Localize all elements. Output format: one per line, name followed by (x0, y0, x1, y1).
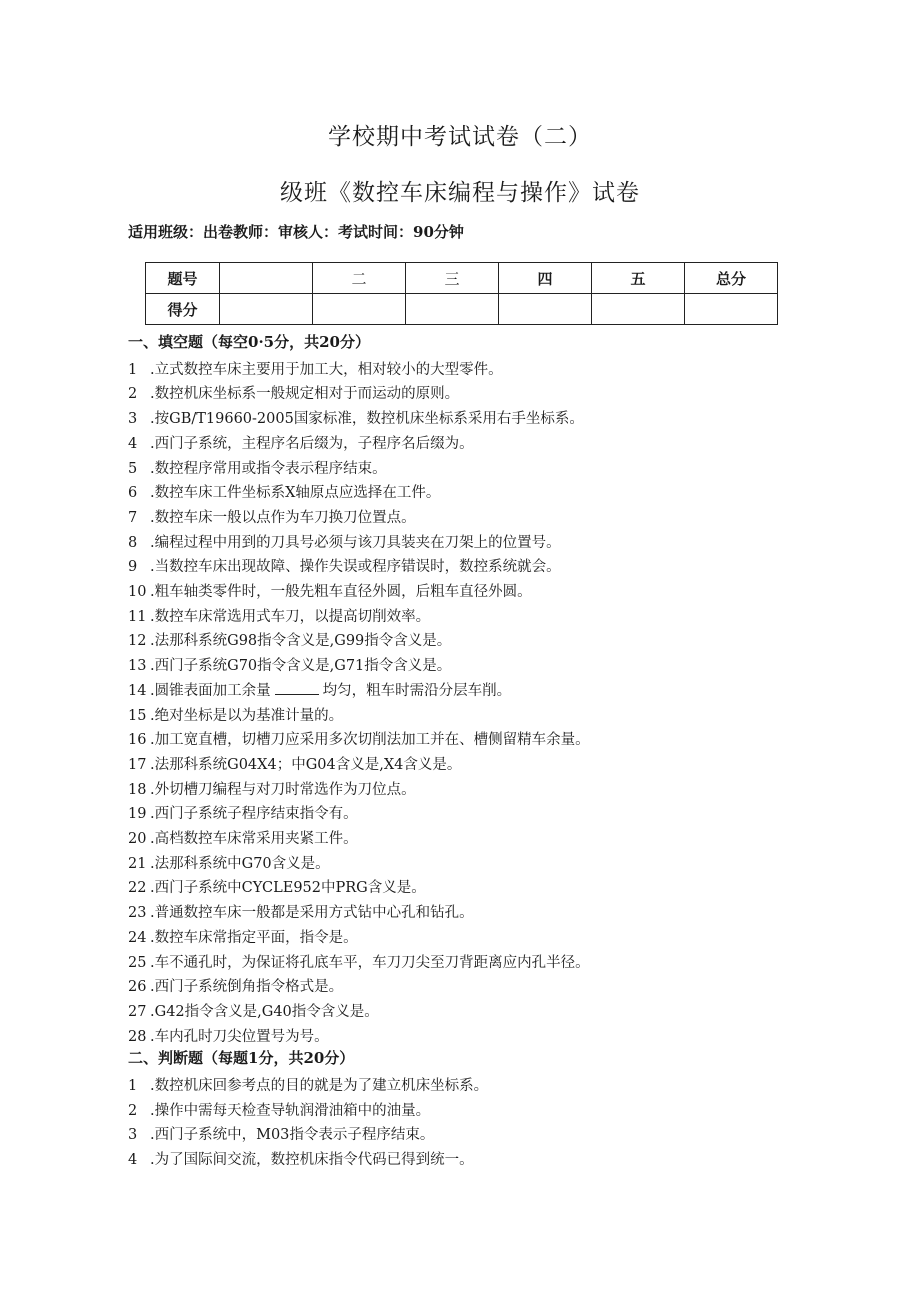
question-item (128, 753, 461, 774)
question-text: .数控车床工件坐标系X轴原点应选择在工件。 (150, 485, 441, 502)
question-text: .车不通孔时，为保证将孔底车平，车刀刀尖至刀背距离应内孔半径。 (150, 954, 590, 971)
question-text: 均匀，粗车时需沿分层车削。 (322, 682, 512, 699)
question-text: .法那科系统G04X4；中G04含义是,X4含义是。 (150, 756, 462, 773)
question-text: .当数控车床出现故障、操作失误或程序错误时，数控系统就会。 (150, 559, 561, 576)
question-item (128, 926, 358, 947)
question-item (128, 605, 430, 626)
question-item (128, 580, 532, 601)
question-item (128, 704, 343, 725)
question-item (128, 778, 416, 799)
question-number: 4 (128, 1152, 138, 1169)
question-number: 24 (128, 929, 147, 946)
question-item (128, 1074, 488, 1095)
question-item (128, 951, 590, 972)
question-text: .立式数控车床主要用于加工大，相对较小的大型零件。 (150, 361, 503, 378)
question-text: .法那科系统中G70含义是。 (150, 855, 330, 872)
question-text: .西门子系统G70指令含义是,G71指令含义是。 (150, 658, 452, 675)
question-text: .外切槽刀编程与对刀时常选作为刀位点。 (150, 781, 416, 798)
question-text: .西门子系统子程序结束指令有。 (150, 806, 358, 823)
score-table-header-cell: 三 (406, 263, 499, 294)
question-item (128, 1099, 430, 1120)
question-number: 21 (128, 855, 147, 872)
question-number: 3 (128, 411, 138, 428)
question-text: .加工宽直槽，切槽刀应采用多次切削法加工并在、槽侧留精车余量。 (150, 732, 590, 749)
question-text: .车内孔时刀尖位置号为号。 (150, 1028, 329, 1045)
score-table-header-cell: 二 (313, 263, 406, 294)
question-text: .西门子系统倒角指令格式是。 (150, 979, 344, 996)
answer-blank[interactable] (275, 682, 319, 695)
question-item (128, 457, 387, 478)
score-table-header-row (146, 263, 778, 294)
question-number: 17 (128, 756, 147, 773)
question-number: 4 (128, 435, 138, 452)
question-number: 12 (128, 633, 147, 650)
question-item (128, 1123, 434, 1144)
question-item (128, 506, 416, 527)
question-text: .西门子系统中CYCLE952中PRG含义是。 (150, 880, 426, 897)
score-table-header-cell: 总分 (685, 263, 778, 294)
score-row-label: 得分 (146, 294, 220, 325)
question-item (128, 1000, 379, 1021)
score-cell[interactable] (685, 294, 778, 325)
question-number: 7 (128, 509, 138, 526)
question-text: .高档数控车床常采用夹紧工件。 (150, 831, 358, 847)
question-item (128, 802, 358, 823)
question-number: 2 (128, 1102, 138, 1119)
question-number: 5 (128, 460, 138, 477)
question-item (128, 407, 584, 428)
question-text: .普通数控车床一般都是采用方式钻中心孔和钻孔。 (150, 905, 474, 922)
question-item (128, 481, 440, 502)
question-number: 27 (128, 1003, 147, 1020)
question-text: .操作中需每天检查导轨润滑油箱中的油量。 (150, 1102, 431, 1119)
question-number: 8 (128, 534, 138, 551)
question-item (128, 629, 451, 650)
question-text: .数控车床一般以点作为车刀换刀位置点。 (150, 509, 416, 526)
question-text: .圆锥表面加工余量 (150, 682, 271, 699)
question-number: 1 (128, 1078, 138, 1094)
question-text: .数控机床坐标系一般规定相对于而运动的原则。 (150, 386, 460, 403)
question-number: 13 (128, 658, 147, 675)
question-number: 3 (128, 1127, 138, 1144)
question-number: 26 (128, 979, 147, 996)
question-number: 14 (128, 682, 147, 699)
question-text: .数控车床常选用式车刀，以提高切削效率。 (150, 608, 431, 625)
question-text: .编程过程中用到的刀具号必须与该刀具装夹在刀架上的位置号。 (150, 534, 561, 551)
section-heading: 一、填空题（每空0·5分，共20分） (128, 333, 370, 351)
question-item (128, 1148, 474, 1169)
question-number: 2 (128, 386, 138, 403)
score-table-header-cell: 四 (499, 263, 592, 294)
question-item (128, 382, 459, 403)
section-heading: 二、判断题（每题1分，共20分） (128, 1049, 355, 1068)
question-text: .数控程序常用或指令表示程序结束。 (150, 460, 387, 477)
question-item (128, 728, 590, 749)
score-table-header-cell: 五 (592, 263, 685, 294)
question-text: .数控机床回参考点的目的就是为了建立机床坐标系。 (150, 1078, 489, 1094)
question-item (128, 1025, 329, 1046)
exam-subtitle: 级班《数控车床编程与操作》试卷 (280, 180, 640, 206)
exam-meta-line: 适用班级：出卷教师：审核人：考试时间：90分钟 (128, 223, 464, 241)
question-item (128, 876, 426, 897)
question-item (128, 975, 343, 996)
question-number: 28 (128, 1028, 147, 1045)
score-table-header-cell (220, 263, 313, 294)
question-text: .法那科系统G98指令含义是,G99指令含义是。 (150, 633, 452, 650)
question-item (128, 827, 358, 848)
question-number: 1 (128, 361, 138, 378)
question-text: .G42指令含义是,G40指令含义是。 (150, 1003, 379, 1020)
question-number: 10 (128, 584, 147, 600)
question-item (128, 555, 561, 576)
question-item (128, 901, 474, 922)
question-item (128, 358, 503, 379)
question-item (128, 852, 330, 873)
question-text: .按GB/T19660-2005国家标准，数控机床坐标系采用右手坐标系。 (150, 411, 584, 428)
question-number: 20 (128, 831, 147, 847)
score-cell[interactable] (592, 294, 685, 325)
question-text: .为了国际间交流，数控机床指令代码已得到统一。 (150, 1152, 474, 1169)
question-text: .西门子系统中，M03指令表示子程序结束。 (150, 1127, 435, 1144)
question-number: 11 (128, 608, 147, 625)
question-item (128, 432, 474, 453)
question-text: .数控车床常指定平面，指令是。 (150, 929, 358, 946)
question-item (128, 531, 561, 552)
score-table-header-cell: 题号 (146, 263, 220, 294)
question-number: 19 (128, 806, 147, 823)
question-number: 25 (128, 954, 147, 971)
question-item (128, 654, 451, 675)
score-cell[interactable] (220, 294, 313, 325)
question-number: 23 (128, 905, 147, 922)
question-number: 6 (128, 485, 138, 502)
question-text: .绝对坐标是以为基准计量的。 (150, 707, 344, 724)
score-cell[interactable] (499, 294, 592, 325)
question-item (128, 679, 511, 700)
exam-title: 学校期中考试试卷（二） (328, 124, 592, 150)
score-cell[interactable] (406, 294, 499, 325)
score-cell[interactable] (313, 294, 406, 325)
question-number: 22 (128, 880, 147, 897)
score-table-score-row (146, 294, 778, 325)
question-number: 16 (128, 732, 147, 749)
question-number: 9 (128, 559, 138, 576)
question-number: 15 (128, 707, 147, 724)
question-text: .西门子系统，主程序名后缀为，子程序名后缀为。 (150, 435, 474, 452)
question-number: 18 (128, 781, 147, 798)
question-text: .粗车轴类零件时，一般先粗车直径外圆，后粗车直径外圆。 (150, 584, 532, 600)
score-table (145, 262, 778, 325)
